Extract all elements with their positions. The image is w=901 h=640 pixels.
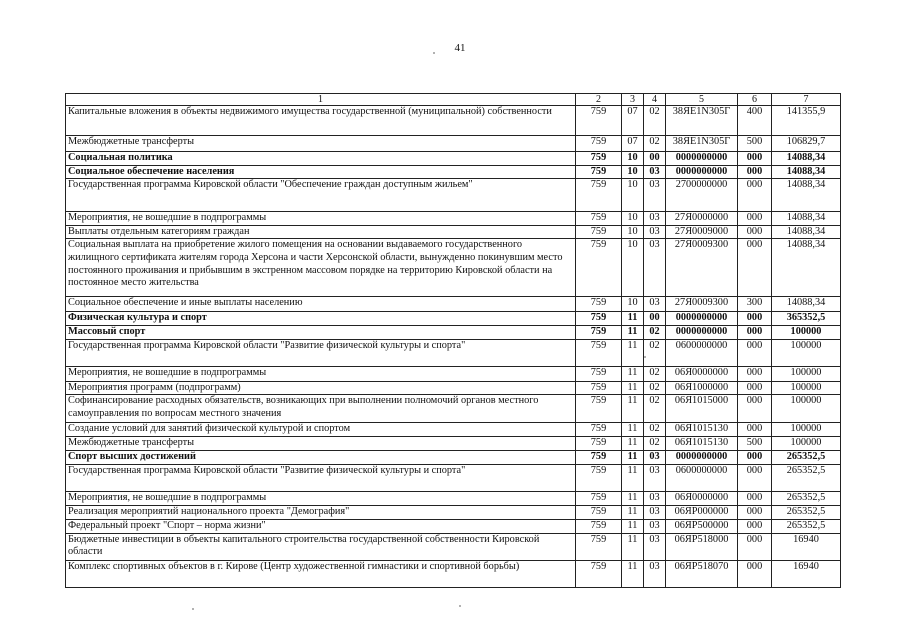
table-header-row xyxy=(66,94,841,106)
row-expense-type-cell: 000 xyxy=(738,381,772,395)
row-name-cell: Государственная программа Кировской области "Развитие физической культуры и спорта" xyxy=(66,339,576,366)
row-section-cell: 10 xyxy=(622,212,644,226)
row-expense-type-cell: 000 xyxy=(738,225,772,239)
row-target-code-cell: 06ЯР500000 xyxy=(666,519,738,533)
row-target-code-cell: 27Я0009000 xyxy=(666,225,738,239)
row-admin-code-cell: 759 xyxy=(576,491,622,505)
row-expense-type-cell: 000 xyxy=(738,464,772,491)
row-amount-cell: 265352,5 xyxy=(772,519,841,533)
table-row xyxy=(66,152,841,166)
row-subsection-cell: 03 xyxy=(644,464,666,491)
scan-speck xyxy=(433,52,435,54)
row-name-cell: Государственная программа Кировской области "Обеспечение граждан доступным жильем" xyxy=(66,179,576,212)
row-section-cell: 11 xyxy=(622,560,644,587)
row-section-cell: 10 xyxy=(622,225,644,239)
row-admin-code-cell: 759 xyxy=(576,505,622,519)
table-row xyxy=(66,491,841,505)
row-target-code-cell: 06Я0000000 xyxy=(666,366,738,381)
row-admin-code-cell: 759 xyxy=(576,423,622,437)
row-name-cell: Социальная выплата на приобретение жилого помещения на основании выдаваемого государственного жилищного сертификата жителям города Херсона и части Херсонской области, вынужденно покинувшим место постоянного проживания и прибывшим в экстренном массовом порядке на территорию Кировской области на постоянное место жительства xyxy=(66,239,576,297)
row-admin-code-cell: 759 xyxy=(576,560,622,587)
row-section-cell: 10 xyxy=(622,179,644,212)
table-row xyxy=(66,560,841,587)
row-name-cell: Социальная политика xyxy=(66,152,576,166)
row-target-code-cell: 06Я1015130 xyxy=(666,437,738,451)
row-name-cell: Капитальные вложения в объекты недвижимого имущества государственной (муниципальной) собственности xyxy=(66,106,576,136)
row-target-code-cell: 06Я0000000 xyxy=(666,491,738,505)
table-row xyxy=(66,366,841,381)
row-subsection-cell: 03 xyxy=(644,533,666,560)
row-name-cell: Социальное обеспечение и иные выплаты населению xyxy=(66,297,576,312)
row-amount-cell: 100000 xyxy=(772,366,841,381)
row-section-cell: 11 xyxy=(622,464,644,491)
row-admin-code-cell: 759 xyxy=(576,325,622,339)
row-subsection-cell: 03 xyxy=(644,165,666,179)
row-section-cell: 11 xyxy=(622,519,644,533)
row-section-cell: 10 xyxy=(622,297,644,312)
row-subsection-cell: 03 xyxy=(644,212,666,226)
row-amount-cell: 14088,34 xyxy=(772,212,841,226)
row-expense-type-cell: 500 xyxy=(738,437,772,451)
row-expense-type-cell: 000 xyxy=(738,312,772,326)
row-subsection-cell: 02 xyxy=(644,325,666,339)
row-expense-type-cell: 000 xyxy=(738,212,772,226)
row-admin-code-cell: 759 xyxy=(576,212,622,226)
header-col-7: 7 xyxy=(772,94,841,106)
table-row xyxy=(66,381,841,395)
row-amount-cell: 365352,5 xyxy=(772,312,841,326)
row-amount-cell: 100000 xyxy=(772,395,841,423)
row-expense-type-cell: 000 xyxy=(738,325,772,339)
scan-speck xyxy=(644,356,646,358)
row-section-cell: 07 xyxy=(622,106,644,136)
row-expense-type-cell: 000 xyxy=(738,423,772,437)
row-name-cell: Массовый спорт xyxy=(66,325,576,339)
table-row xyxy=(66,339,841,366)
row-section-cell: 11 xyxy=(622,505,644,519)
row-subsection-cell: 03 xyxy=(644,239,666,297)
row-name-cell: Создание условий для занятий физической культурой и спортом xyxy=(66,423,576,437)
table-row xyxy=(66,423,841,437)
row-admin-code-cell: 759 xyxy=(576,533,622,560)
row-target-code-cell: 0000000000 xyxy=(666,312,738,326)
row-subsection-cell: 02 xyxy=(644,423,666,437)
header-col-4: 4 xyxy=(644,94,666,106)
row-target-code-cell: 0000000000 xyxy=(666,325,738,339)
scan-speck xyxy=(459,605,461,607)
table-row xyxy=(66,325,841,339)
row-admin-code-cell: 759 xyxy=(576,179,622,212)
row-amount-cell: 14088,34 xyxy=(772,179,841,212)
header-col-6: 6 xyxy=(738,94,772,106)
row-subsection-cell: 03 xyxy=(644,560,666,587)
row-target-code-cell: 0000000000 xyxy=(666,152,738,166)
row-amount-cell: 14088,34 xyxy=(772,165,841,179)
row-section-cell: 10 xyxy=(622,239,644,297)
row-expense-type-cell: 000 xyxy=(738,165,772,179)
row-name-cell: Выплаты отдельным категориям граждан xyxy=(66,225,576,239)
row-subsection-cell: 02 xyxy=(644,395,666,423)
table-body xyxy=(66,106,841,588)
row-section-cell: 11 xyxy=(622,533,644,560)
row-target-code-cell: 06ЯР518070 xyxy=(666,560,738,587)
row-target-code-cell: 27Я0009300 xyxy=(666,297,738,312)
row-target-code-cell: 0000000000 xyxy=(666,451,738,465)
header-col-5: 5 xyxy=(666,94,738,106)
row-subsection-cell: 03 xyxy=(644,225,666,239)
row-subsection-cell: 03 xyxy=(644,297,666,312)
row-admin-code-cell: 759 xyxy=(576,437,622,451)
row-target-code-cell: 0600000000 xyxy=(666,339,738,366)
table-row xyxy=(66,239,841,297)
row-expense-type-cell: 000 xyxy=(738,533,772,560)
row-admin-code-cell: 759 xyxy=(576,297,622,312)
row-expense-type-cell: 000 xyxy=(738,339,772,366)
row-expense-type-cell: 400 xyxy=(738,106,772,136)
row-name-cell: Федеральный проект "Спорт – норма жизни" xyxy=(66,519,576,533)
row-expense-type-cell: 000 xyxy=(738,451,772,465)
row-subsection-cell: 03 xyxy=(644,505,666,519)
table-row xyxy=(66,464,841,491)
row-name-cell: Мероприятия, не вошедшие в подпрограммы xyxy=(66,366,576,381)
table-row xyxy=(66,179,841,212)
row-amount-cell: 100000 xyxy=(772,437,841,451)
row-admin-code-cell: 759 xyxy=(576,136,622,152)
row-subsection-cell: 00 xyxy=(644,312,666,326)
row-subsection-cell: 02 xyxy=(644,106,666,136)
row-section-cell: 11 xyxy=(622,451,644,465)
row-amount-cell: 100000 xyxy=(772,423,841,437)
row-target-code-cell: 06ЯР000000 xyxy=(666,505,738,519)
table-row xyxy=(66,519,841,533)
row-amount-cell: 265352,5 xyxy=(772,505,841,519)
row-name-cell: Государственная программа Кировской области "Развитие физической культуры и спорта" xyxy=(66,464,576,491)
row-expense-type-cell: 000 xyxy=(738,560,772,587)
row-target-code-cell: 06Я1015000 xyxy=(666,395,738,423)
row-subsection-cell: 02 xyxy=(644,437,666,451)
row-target-code-cell: 38ЯЕ1N305Г xyxy=(666,106,738,136)
row-amount-cell: 106829,7 xyxy=(772,136,841,152)
row-amount-cell: 141355,9 xyxy=(772,106,841,136)
row-section-cell: 11 xyxy=(622,325,644,339)
table-row xyxy=(66,136,841,152)
row-name-cell: Социальное обеспечение населения xyxy=(66,165,576,179)
row-name-cell: Мероприятия программ (подпрограмм) xyxy=(66,381,576,395)
table-row xyxy=(66,395,841,423)
row-admin-code-cell: 759 xyxy=(576,451,622,465)
row-expense-type-cell: 000 xyxy=(738,152,772,166)
row-section-cell: 10 xyxy=(622,165,644,179)
row-subsection-cell: 03 xyxy=(644,519,666,533)
row-amount-cell: 100000 xyxy=(772,325,841,339)
page-number: 41 xyxy=(454,42,466,54)
table-row xyxy=(66,437,841,451)
row-amount-cell: 16940 xyxy=(772,560,841,587)
row-subsection-cell: 03 xyxy=(644,491,666,505)
row-amount-cell: 265352,5 xyxy=(772,464,841,491)
row-expense-type-cell: 300 xyxy=(738,297,772,312)
row-admin-code-cell: 759 xyxy=(576,366,622,381)
row-amount-cell: 265352,5 xyxy=(772,491,841,505)
row-amount-cell: 14088,34 xyxy=(772,239,841,297)
row-target-code-cell: 0000000000 xyxy=(666,165,738,179)
table-row xyxy=(66,297,841,312)
row-admin-code-cell: 759 xyxy=(576,239,622,297)
row-admin-code-cell: 759 xyxy=(576,339,622,366)
table-row xyxy=(66,533,841,560)
row-name-cell: Мероприятия, не вошедшие в подпрограммы xyxy=(66,491,576,505)
row-admin-code-cell: 759 xyxy=(576,381,622,395)
row-name-cell: Межбюджетные трансферты xyxy=(66,136,576,152)
row-target-code-cell: 06Я1015130 xyxy=(666,423,738,437)
row-target-code-cell: 0600000000 xyxy=(666,464,738,491)
row-subsection-cell: 02 xyxy=(644,366,666,381)
row-name-cell: Межбюджетные трансферты xyxy=(66,437,576,451)
row-subsection-cell: 02 xyxy=(644,136,666,152)
row-admin-code-cell: 759 xyxy=(576,395,622,423)
row-amount-cell: 14088,34 xyxy=(772,152,841,166)
row-target-code-cell: 2700000000 xyxy=(666,179,738,212)
row-amount-cell: 265352,5 xyxy=(772,451,841,465)
row-expense-type-cell: 000 xyxy=(738,505,772,519)
row-section-cell: 11 xyxy=(622,339,644,366)
row-name-cell: Спорт высших достижений xyxy=(66,451,576,465)
table-row xyxy=(66,505,841,519)
row-expense-type-cell: 000 xyxy=(738,395,772,423)
row-subsection-cell: 00 xyxy=(644,152,666,166)
row-admin-code-cell: 759 xyxy=(576,152,622,166)
row-section-cell: 11 xyxy=(622,381,644,395)
row-expense-type-cell: 000 xyxy=(738,366,772,381)
row-target-code-cell: 38ЯЕ1N305Г xyxy=(666,136,738,152)
row-section-cell: 11 xyxy=(622,312,644,326)
row-expense-type-cell: 000 xyxy=(738,519,772,533)
header-col-1: 1 xyxy=(66,94,576,106)
row-subsection-cell: 03 xyxy=(644,451,666,465)
row-expense-type-cell: 500 xyxy=(738,136,772,152)
row-target-code-cell: 06ЯР518000 xyxy=(666,533,738,560)
table-row xyxy=(66,451,841,465)
row-name-cell: Мероприятия, не вошедшие в подпрограммы xyxy=(66,212,576,226)
row-name-cell: Софинансирование расходных обязательств, возникающих при выполнении полномочий органов местного самоуправления по вопросам местного значения xyxy=(66,395,576,423)
row-amount-cell: 14088,34 xyxy=(772,297,841,312)
row-amount-cell: 100000 xyxy=(772,381,841,395)
row-amount-cell: 16940 xyxy=(772,533,841,560)
row-name-cell: Комплекс спортивных объектов в г. Кирове (Центр художественной гимнастики и спортивной борьбы) xyxy=(66,560,576,587)
row-section-cell: 10 xyxy=(622,152,644,166)
row-admin-code-cell: 759 xyxy=(576,519,622,533)
table-row xyxy=(66,312,841,326)
table-row xyxy=(66,212,841,226)
row-admin-code-cell: 759 xyxy=(576,225,622,239)
budget-table xyxy=(65,93,841,588)
row-section-cell: 11 xyxy=(622,491,644,505)
row-name-cell: Физическая культура и спорт xyxy=(66,312,576,326)
row-target-code-cell: 27Я0009300 xyxy=(666,239,738,297)
scan-speck xyxy=(192,608,194,610)
row-admin-code-cell: 759 xyxy=(576,165,622,179)
row-section-cell: 11 xyxy=(622,437,644,451)
header-col-2: 2 xyxy=(576,94,622,106)
header-col-3: 3 xyxy=(622,94,644,106)
row-target-code-cell: 27Я0000000 xyxy=(666,212,738,226)
row-expense-type-cell: 000 xyxy=(738,491,772,505)
row-subsection-cell: 02 xyxy=(644,381,666,395)
table-row xyxy=(66,165,841,179)
row-expense-type-cell: 000 xyxy=(738,179,772,212)
row-section-cell: 11 xyxy=(622,366,644,381)
row-admin-code-cell: 759 xyxy=(576,106,622,136)
row-expense-type-cell: 000 xyxy=(738,239,772,297)
row-section-cell: 07 xyxy=(622,136,644,152)
row-admin-code-cell: 759 xyxy=(576,464,622,491)
table-row xyxy=(66,225,841,239)
row-section-cell: 11 xyxy=(622,395,644,423)
table-row xyxy=(66,106,841,136)
row-section-cell: 11 xyxy=(622,423,644,437)
row-amount-cell: 100000 xyxy=(772,339,841,366)
row-subsection-cell: 02 xyxy=(644,339,666,366)
row-target-code-cell: 06Я1000000 xyxy=(666,381,738,395)
row-admin-code-cell: 759 xyxy=(576,312,622,326)
row-name-cell: Реализация мероприятий национального проекта "Демография" xyxy=(66,505,576,519)
row-subsection-cell: 03 xyxy=(644,179,666,212)
row-amount-cell: 14088,34 xyxy=(772,225,841,239)
row-name-cell: Бюджетные инвестиции в объекты капитального строительства государственной собственности Кировской области xyxy=(66,533,576,560)
